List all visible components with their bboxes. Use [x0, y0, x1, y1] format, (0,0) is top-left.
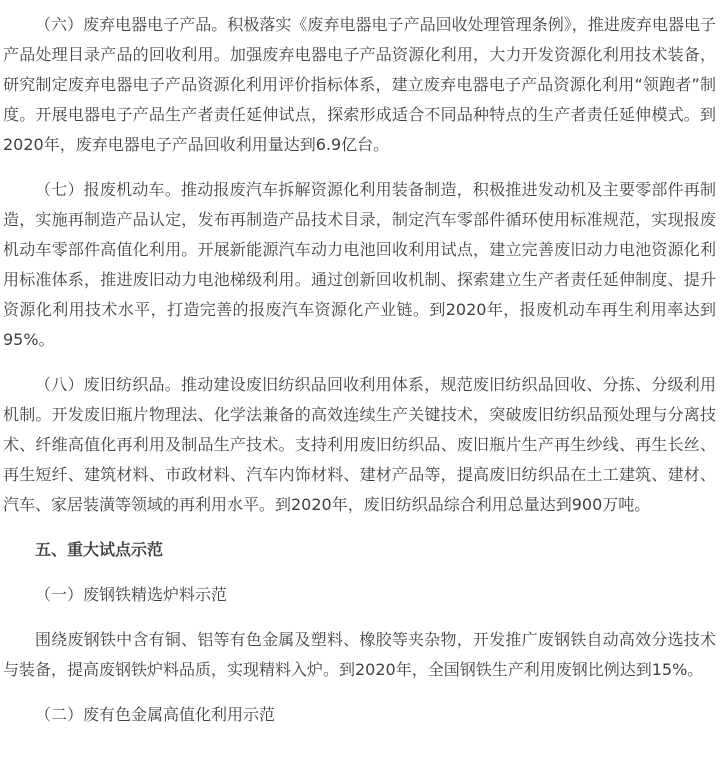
- paragraph-section-7-scrap-vehicles: （七）报废机动车。推动报废汽车拆解资源化利用装备制造，积极推进发动机及主要零部件再制造，实施再制造产品认定，发布再制造产品技术目录，制定汽车零部件循环使用标准规范，实现报废机动车零部件高值化利用。开展新能源汽车动力电池回收利用试点，建立完善废旧动力电池资源化利用标准体系，推进废旧动力电池梯级利用。通过创新回收机制、探索建立生产者责任延伸制度、提升资源化利用技术水平，打造完善的报废汽车资源化产业链。到2020年，报废机动车再生利用率达到95%。: [3, 180, 716, 349]
- section-heading-major-pilot-demonstrations: 五、重大试点示范: [35, 540, 164, 559]
- subheading-1-scrap-steel-furnace-material-demo: （一）废钢铁精选炉料示范: [35, 585, 228, 604]
- subheading-2-nonferrous-metal-high-value-demo: （二）废有色金属高值化利用示范: [35, 705, 276, 724]
- paragraph-section-6-waste-electronics: （六）废弃电器电子产品。积极落实《废弃电器电子产品回收处理管理条例》，推进废弃电器电子产品处理目录产品的回收利用。加强废弃电器电子产品资源化利用，大力开发资源化利用技术装备，研究制定废弃电器电子产品资源化利用评价指标体系，建立废弃电器电子产品资源化利用“领跑者”制度。开展电器电子产品生产者责任延伸试点，探索形成适合不同品种特点的生产者责任延伸模式。到2020年，废弃电器电子产品回收利用量达到6.9亿台。: [3, 15, 716, 154]
- paragraph-scrap-steel-demo-detail: 围绕废钢铁中含有铜、铝等有色金属及塑料、橡胶等夹杂物，开发推广废钢铁自动高效分选技术与装备，提高废钢铁炉料品质，实现精料入炉。到2020年，全国钢铁生产利用废钢比例达到15%。: [3, 630, 716, 679]
- paragraph-section-8-waste-textiles: （八）废旧纺织品。推动建设废旧纺织品回收利用体系，规范废旧纺织品回收、分拣、分级利用机制。开发废旧瓶片物理法、化学法兼备的高效连续生产关键技术，突破废旧纺织品预处理与分离技术、纤维高值化再利用及制品生产技术。支持利用废旧纺织品、废旧瓶片生产再生纱线、再生长丝、再生短纤、建筑材料、市政材料、汽车内饰材料、建材产品等，提高废旧纺织品在土工建筑、建材、汽车、家居装潢等领域的再利用水平。到2020年，废旧纺织品综合利用总量达到900万吨。: [3, 375, 716, 514]
